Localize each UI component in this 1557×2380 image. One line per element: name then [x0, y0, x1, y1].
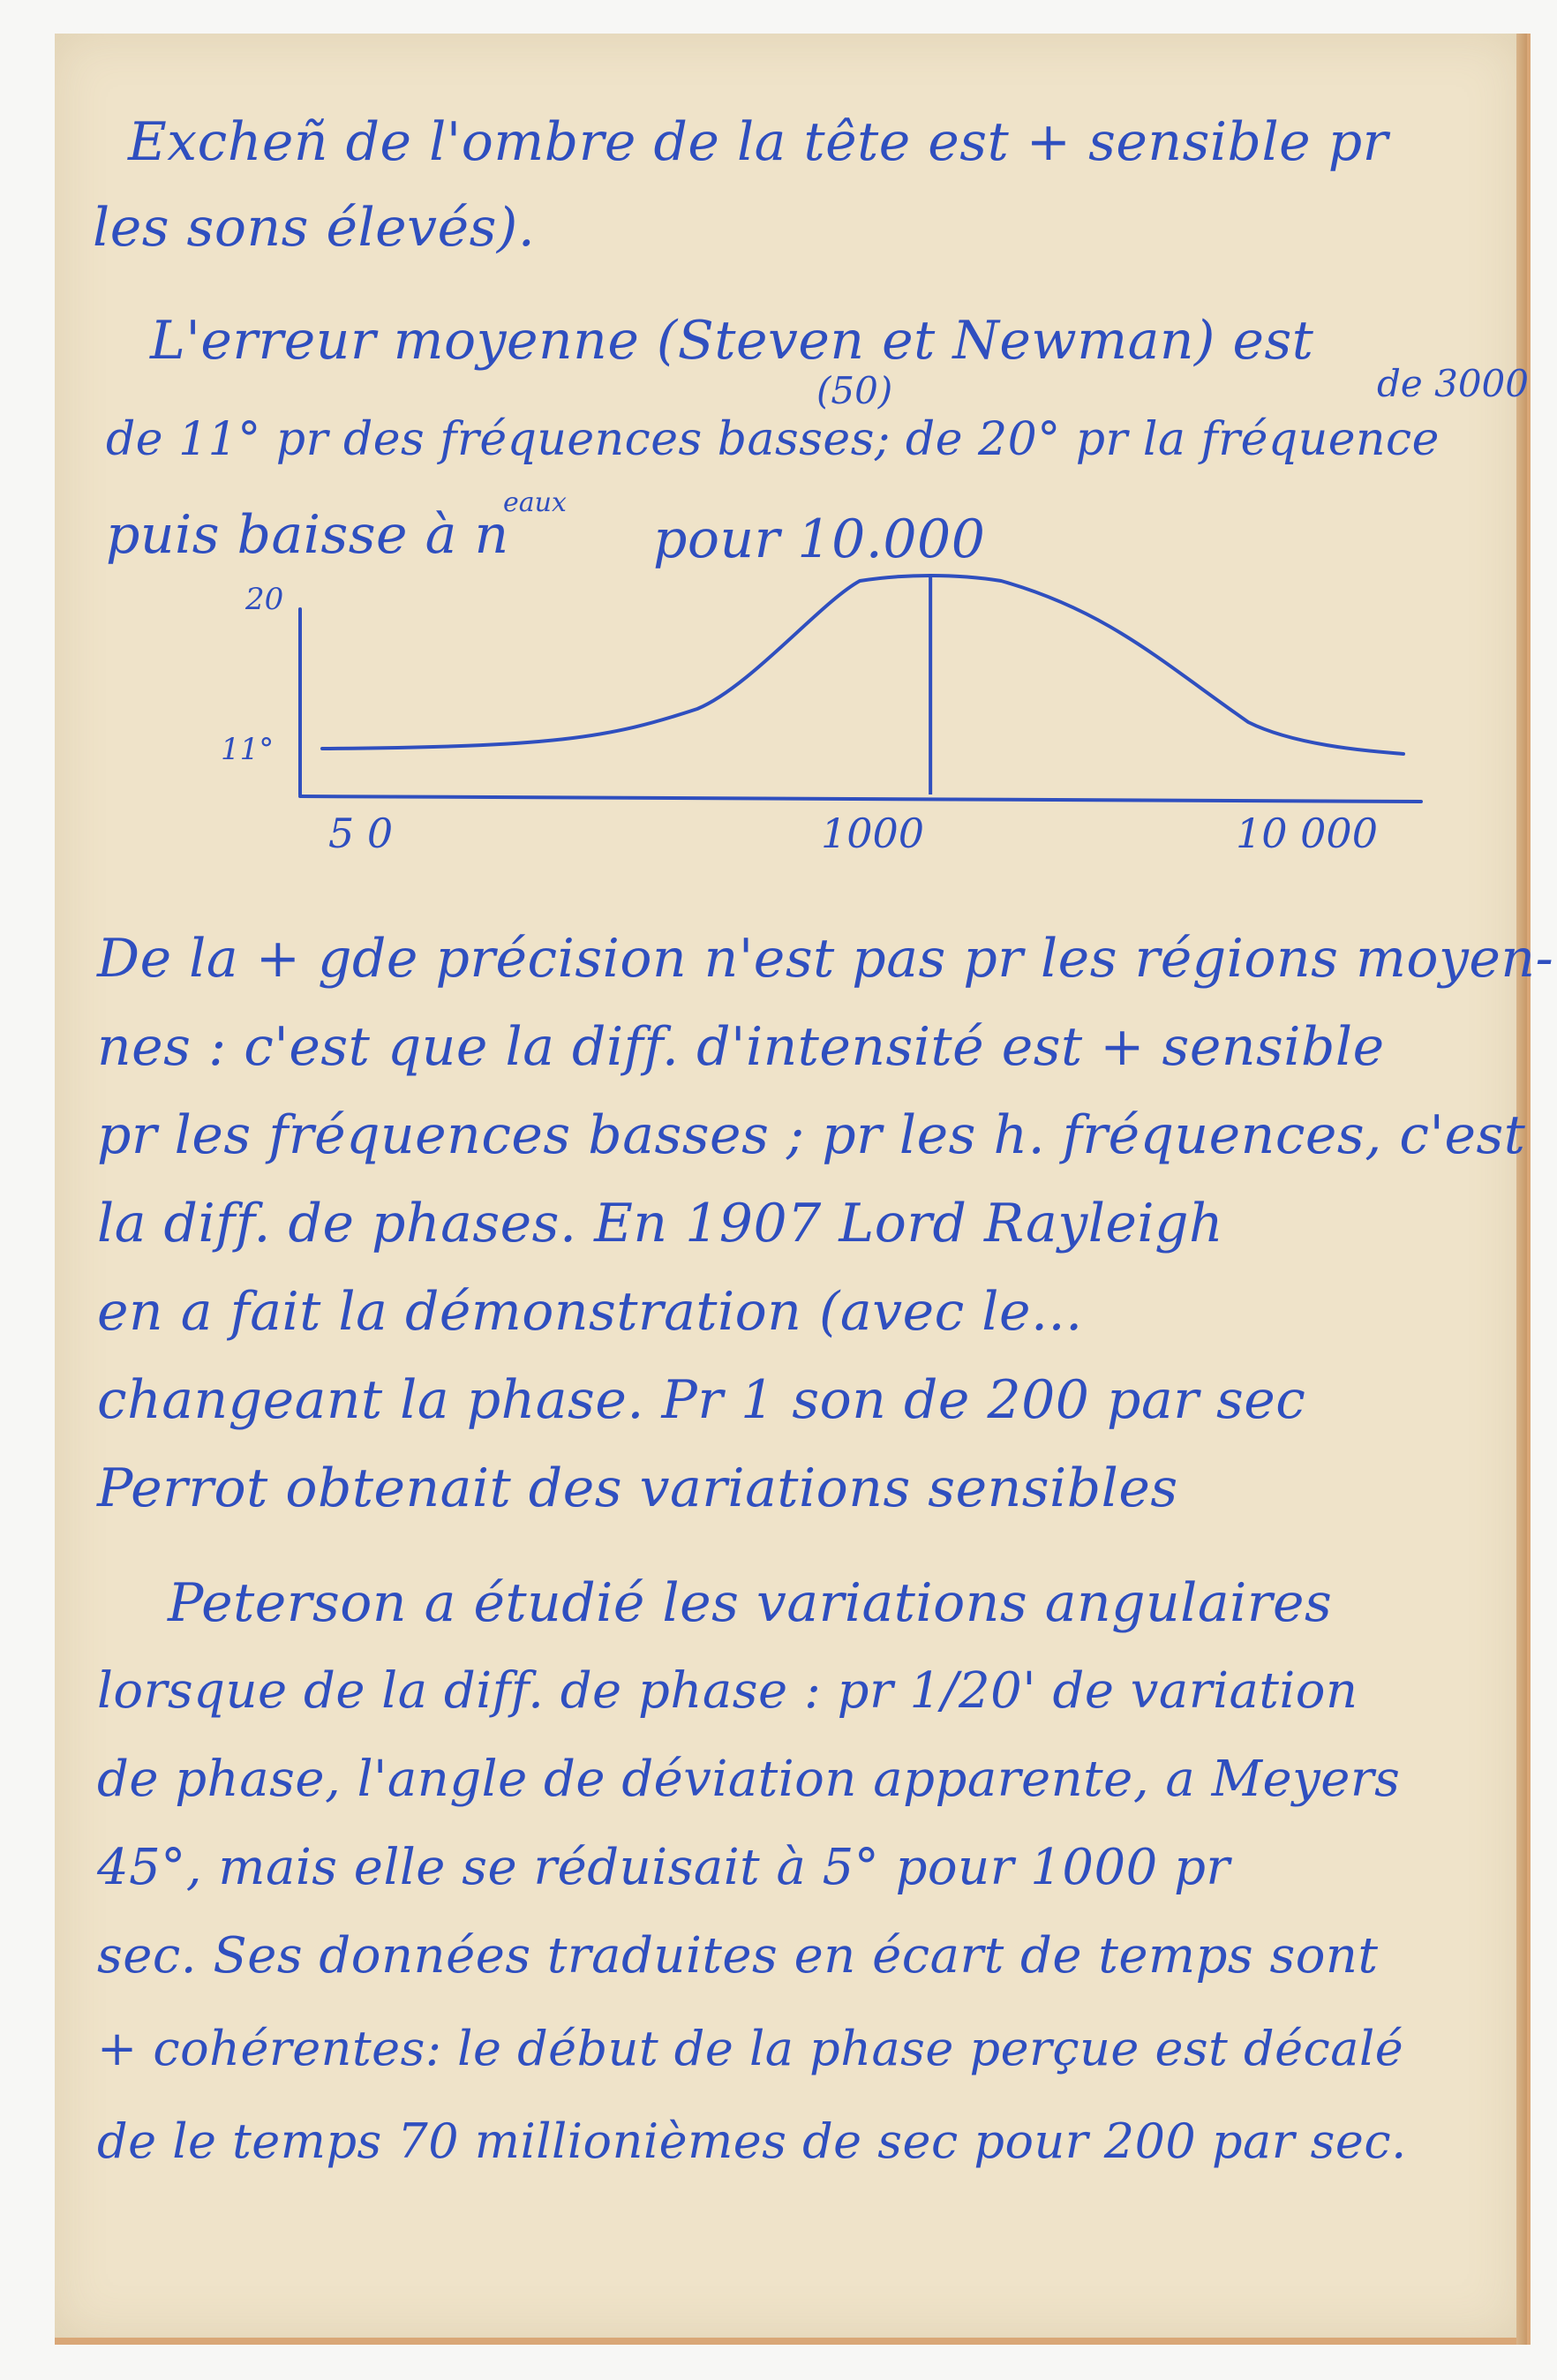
text-line-5: puis baisse à n [106, 504, 509, 566]
text-line-9: pr les fréquences basses ; pr les h. fréquences, c'est [97, 1104, 1526, 1166]
text-line-10: la diff. de phases. En 1907 Lord Rayleigh [97, 1193, 1224, 1254]
text-line-18: sec. Ses données traduites en écart de temps sont [97, 1927, 1379, 1985]
text-line-4: de 11° pr des fréquences basses; de 20° pr la fréquence [106, 413, 1440, 466]
text-line-19: + cohérentes: le début de la phase perçue est décalé [97, 2021, 1404, 2076]
text-line-14: Peterson a étudié les variations angulaires [168, 1572, 1333, 1634]
text-line-6: pour 10.000 [653, 508, 986, 570]
bell-curve-line [322, 576, 1403, 754]
text-line-15: lorsque de la diff. de phase : pr 1/20' de variation [97, 1662, 1358, 1720]
text-line-12: changeant la phase. Pr 1 son de 200 par sec [97, 1369, 1306, 1431]
text-line-8: nes : c'est que la diff. d'intensité est + sensible [97, 1016, 1385, 1078]
citation-annotation: (50) [816, 369, 893, 412]
text-line-16: de phase, l'angle de déviation apparente, a Meyers [97, 1751, 1401, 1808]
x-tick-label-3: 10 000 [1236, 810, 1378, 857]
text-line-11: en a fait la démonstration (avec le... [97, 1281, 1083, 1343]
text-line-2: les sons élevés). [93, 197, 536, 259]
x-axis [300, 796, 1421, 802]
superscript-annotation: eaux [503, 487, 567, 518]
y-tick-label-2: 11° [221, 732, 275, 767]
text-line-7: De la + gde précision n'est pas pr les régions moyen- [97, 928, 1554, 990]
x-tick-label-2: 1000 [821, 810, 925, 857]
frequency-annotation: de 3000 [1377, 362, 1529, 405]
text-line-1: Excheñ de l'ombre de la tête est + sensible pr [128, 111, 1388, 173]
text-line-17: 45°, mais elle se réduisait à 5° pour 1000 pr [97, 1839, 1230, 1896]
text-line-3: L'erreur moyenne (Steven et Newman) est [150, 310, 1314, 372]
text-line-13: Perrot obtenait des variations sensibles [97, 1457, 1178, 1519]
x-tick-label-1: 5 0 [328, 810, 394, 857]
text-line-20: de le temps 70 millionièmes de sec pour 200 par sec. [97, 2113, 1407, 2169]
y-tick-label-1: 20 [245, 582, 284, 617]
